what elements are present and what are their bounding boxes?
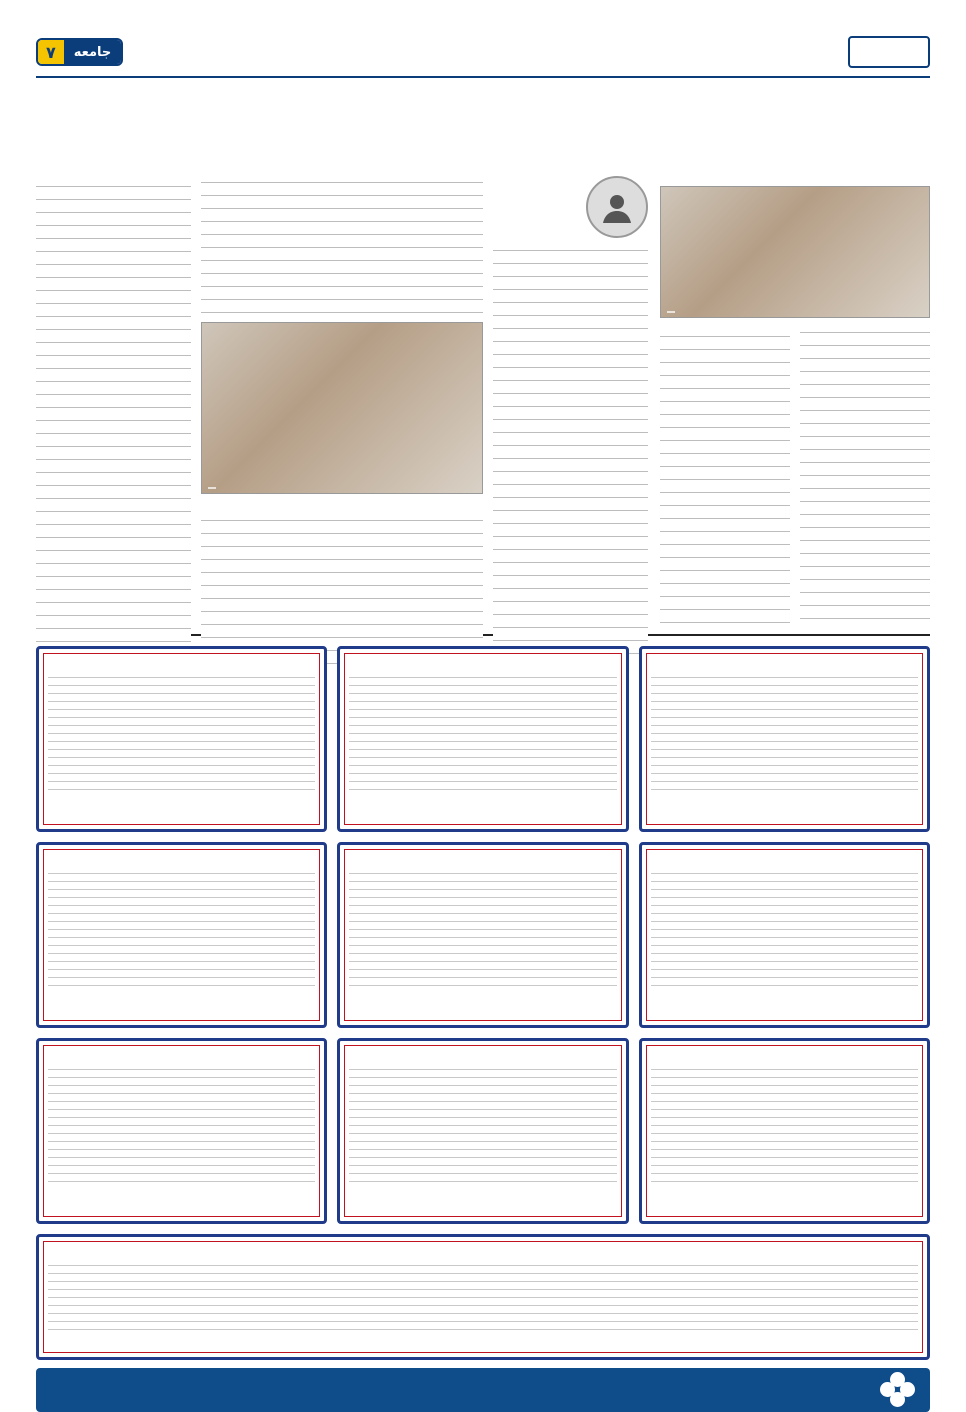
ad-body-text — [349, 869, 616, 991]
ad-signature — [651, 1190, 918, 1200]
ad-code — [651, 1203, 918, 1212]
legal-ad — [639, 1038, 930, 1224]
ad-code — [651, 811, 918, 820]
right-article — [660, 86, 930, 628]
ad-signature — [651, 798, 918, 808]
ad-signature — [48, 994, 315, 1004]
ad-title — [349, 658, 616, 670]
main-article — [36, 86, 648, 628]
ad-body-text — [651, 673, 918, 795]
ad-title — [651, 658, 918, 670]
text-lines — [201, 176, 483, 316]
ad-signature — [349, 798, 616, 808]
main-article-headline — [36, 86, 648, 124]
legal-ad — [639, 842, 930, 1028]
clover-icon — [880, 1372, 916, 1408]
ad-frame — [646, 1045, 923, 1217]
ad-title — [651, 854, 918, 866]
main-text-column-3 — [36, 176, 191, 664]
ad-code — [48, 811, 315, 820]
ad-title — [48, 658, 315, 670]
right-article-headline — [660, 126, 930, 178]
masthead — [838, 36, 930, 68]
ad-title — [48, 1050, 315, 1062]
ad-code — [349, 1203, 616, 1212]
editorial-area — [36, 86, 930, 628]
text-lines — [800, 326, 930, 628]
ad-body-text — [48, 1261, 918, 1335]
ad-signature — [349, 994, 616, 1004]
ad-body-text — [48, 673, 315, 795]
main-photo-caption — [208, 487, 216, 489]
ad-frame — [646, 849, 923, 1021]
ad-signature — [651, 994, 918, 1004]
ad-frame — [43, 653, 320, 825]
main-article-photo — [201, 322, 483, 494]
legal-ad — [36, 842, 327, 1028]
right-article-kicker — [660, 86, 930, 118]
text-lines — [201, 514, 483, 664]
ad-body-text — [48, 869, 315, 991]
main-text-column-1 — [493, 176, 648, 664]
ad-body-text — [651, 1065, 918, 1187]
legal-ad-wide — [36, 1234, 930, 1360]
ad-body-text — [349, 1065, 616, 1187]
ad-frame — [344, 653, 621, 825]
right-photo-caption — [667, 311, 675, 313]
ad-body-text — [349, 673, 616, 795]
section-name: جامعه — [64, 40, 122, 64]
page-number: ۷ — [38, 40, 64, 64]
ad-title — [48, 1246, 918, 1258]
legal-ads-grid — [36, 646, 930, 1224]
ad-signatures — [48, 1338, 918, 1348]
ad-title — [349, 854, 616, 866]
legal-ad — [337, 1038, 628, 1224]
legal-ad — [337, 646, 628, 832]
ad-code — [349, 811, 616, 820]
author-box — [493, 176, 648, 238]
ad-signature — [48, 798, 315, 808]
section-tag — [36, 38, 123, 66]
person-icon — [599, 189, 635, 225]
main-text-column-2 — [201, 176, 483, 664]
right-article-body — [660, 326, 930, 628]
ad-code — [651, 1007, 918, 1016]
ad-signature — [349, 1190, 616, 1200]
main-article-body — [36, 176, 648, 664]
legal-ad — [36, 1038, 327, 1224]
text-lines — [493, 244, 648, 664]
legal-ad — [36, 646, 327, 832]
ad-title — [651, 1050, 918, 1062]
legal-ad — [337, 842, 628, 1028]
ad-code — [349, 1007, 616, 1016]
ad-body-text — [651, 869, 918, 991]
ad-frame — [344, 849, 621, 1021]
ad-title — [48, 854, 315, 866]
ad-body-text — [48, 1065, 315, 1187]
bottom-banner — [36, 1368, 930, 1412]
ad-frame — [646, 653, 923, 825]
ad-title — [349, 1050, 616, 1062]
main-article-lead — [36, 132, 648, 168]
ad-signature — [48, 1190, 315, 1200]
ad-frame — [344, 1045, 621, 1217]
right-text-column-1 — [800, 326, 930, 628]
text-lines — [36, 180, 191, 664]
ad-code — [48, 1007, 315, 1016]
ad-frame — [43, 849, 320, 1021]
author-avatar — [586, 176, 648, 238]
page-header — [36, 34, 930, 70]
newspaper-logo — [848, 36, 930, 68]
right-text-column-2 — [660, 326, 790, 628]
header-rule — [36, 76, 930, 78]
right-article-photo — [660, 186, 930, 318]
ad-code — [48, 1203, 315, 1212]
legal-ad — [639, 646, 930, 832]
ad-frame — [43, 1045, 320, 1217]
text-lines — [660, 330, 790, 628]
ad-frame — [43, 1241, 923, 1353]
